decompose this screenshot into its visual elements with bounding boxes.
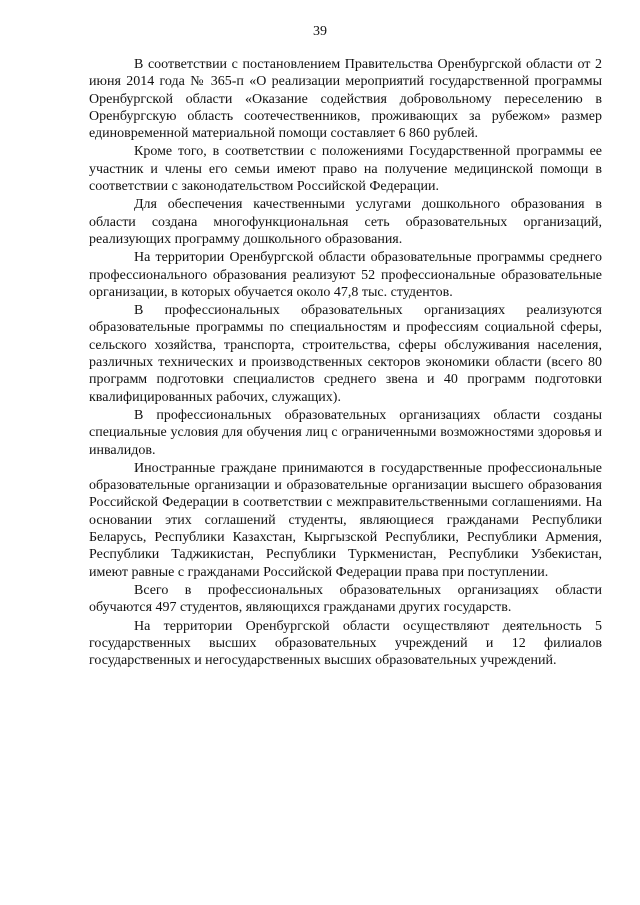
- paragraph-medical-care: Кроме того, в соответствии с положениями Государственной программы ее участник и члены его семьи имеют право на получение медицинской помощи в соответствии с законодательством Российской Федерации.: [89, 144, 602, 195]
- paragraph-preschool-education: Для обеспечения качественными услугами дошкольного образования в области создана многофункциональная сеть образовательных организаций, реализующих программу дошкольного образования.: [89, 197, 602, 247]
- paragraph-foreign-citizens: Иностранные граждане принимаются в государственные профессиональные образовательные организации и образовательные организации высшего образования Российской Федерации в соответствии с межправительственными соглашениями. На основании этих соглашений студенты, являющиеся гражданами Республики Беларусь, Республики Казахстан, Кыргызской Республики, Республики Армения, Республики Таджикистан, Республики Туркменистан, Республики Узбекистан, имеют равные с гражданами Российской Федерации права при поступлении.: [89, 460, 602, 580]
- paragraph-vocational-organizations: На территории Оренбургской области образовательные программы среднего профессионального образования реализуют 52 профессиональные образовательные организации, в которых обучается около 47,8 тыс. студентов.: [89, 250, 602, 300]
- paragraph-foreign-students-count: Всего в профессиональных образовательных организациях области обучаются 497 студентов, являющихся гражданами других государств.: [89, 582, 602, 616]
- paragraph-higher-education: На территории Оренбургской области осуществляют деятельность 5 государственных высших образовательных учреждений и 12 филиалов государственных и негосударственных высших образовательных учреждений.: [89, 618, 602, 669]
- paragraph-special-conditions: В профессиональных образовательных организациях области созданы специальные условия для обучения лиц с ограниченными возможностями здоровья и инвалидов.: [89, 407, 602, 458]
- page-number: 39: [313, 24, 327, 39]
- paragraph-vocational-programs: В профессиональных образовательных организациях реализуются образовательные программы по специальностям и профессиям социальной сферы, сельского хозяйства, транспорта, строительства, сферы обслуживания населения, различных технических и производственных секторов экономики области (всего 80 программ подготовки специалистов среднего звена и 40 программ подготовки квалифицированных рабочих, служащих).: [89, 303, 602, 405]
- paragraph-resettlement-aid: В соответствии с постановлением Правительства Оренбургской области от 2 июня 2014 года № 365-п «О реализации мероприятий государственной программы Оренбургской области «Оказание содействия добровольному переселению в Оренбургскую область соотечественников, проживающих за рубежом» размер единовременной материальной помощи составляет 6 860 рублей.: [89, 57, 602, 142]
- document-body: [89, 56, 602, 670]
